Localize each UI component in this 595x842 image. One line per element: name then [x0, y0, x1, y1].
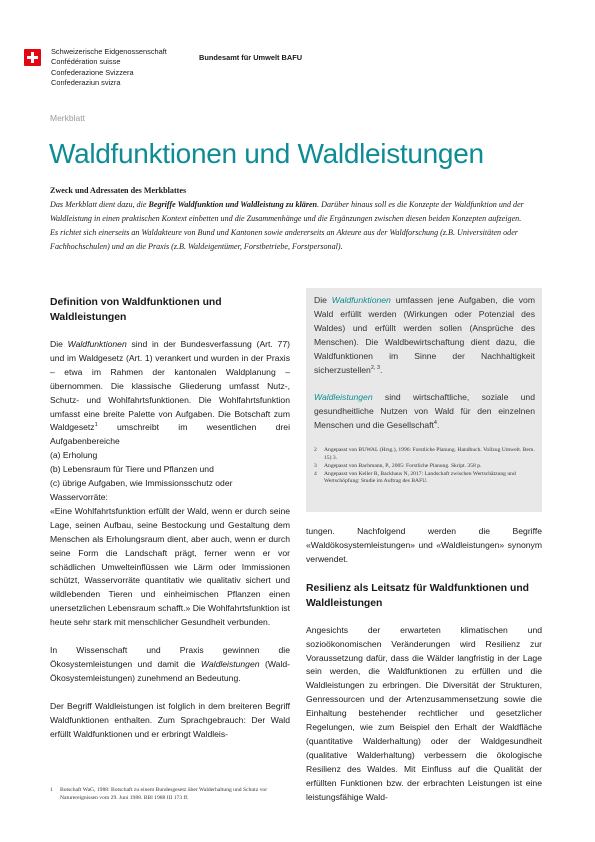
intro-paragraph-2: Es richtet sich einerseits an Waldakteure von Bund und Kantonen sowie andererseits an Akteure aus der Waldforschung (z.B. Universitäten oder Fachhochschulen) und an die Praxis (z.B. Waldeigentümer, Forstbetriebe, Forstpersonal).: [50, 228, 518, 251]
paragraph-resilienz: Angesichts der erwarteten klimatischen und sozioökonomischen Veränderungen wird Resilienz zur Voraussetzung dafür, dass die Wälder langfristig in der Lage sein werden, die Waldfunktionen zu erfüllen und die Waldleistungen zu erbringen. Die Diversität der Strukturen, Genressourcen und der Artenzusammensetzung sowie die Einhaltung bestehender rechtlicher und gesetzlicher Regelungen, wie zum Beispiel den Erhalt der Waldfläche (quantitative Walderhaltung) oder der Waldgesundheit (qualitative Walderhaltung) verbessern die ökologische Resilienz des Waldes. Mit Einfluss auf die Qualität der erfüllten Funktionen bzw. der erbrachten Leistungen ist eine leistungsfähige Wald-: [306, 624, 542, 802]
intro-paragraph-1: Das Merkblatt dient dazu, die Begriffe Waldfunktion und Waldleistung zu klären. Darüber hinaus soll es die Konzepte der Waldfunktion und der Waldleistung in einen praktischen Kontext einbetten und die Zusammenhänge und die Ergänzungen zwischen diesen beiden Konzepten aufzeigen.: [50, 200, 524, 223]
paragraph-oekosystemleistungen: In Wissenschaft und Praxis gewinnen die Ökosystemleistungen und damit die Waldleistungen (Wald-Ökosystemleistungen) zunehmend an Bedeutung.: [50, 645, 290, 683]
confederation-name: Schweizerische Eidgenossenschaft Confédération suisse Confederazione Svizzera Confederaziun svizra: [51, 47, 167, 88]
page-title: Waldfunktionen und Waldleistungen: [49, 138, 484, 169]
definition-box: [306, 288, 542, 512]
intro-section: [50, 184, 542, 254]
box-paragraph-waldfunktionen: Die Waldfunktionen umfassen jene Aufgaben, die vom Wald erfüllt werden (Wirkungen oder Potenzial des Waldes) und erfüllt werden sollen (Ansprüche des Menschen). Die Waldbewirtschaftung dient dazu, die Waldfunktionen im Sinne der Nachhaltigkeit sicherzustellen$^{2, 3}$.: [314, 295, 535, 375]
box-paragraph-waldleistungen: Waldleistungen sind wirtschaftliche, soziale und gesundheitliche Nutzen von Wald für den einzelnen Menschen und die Gesellschaft$^4$.: [314, 392, 535, 431]
list-item: (c) übrige Aufgaben, wie Immissionsschutz oder Wasservorräte:: [50, 478, 233, 502]
quote-paragraph: «Eine Wohlfahrtsfunktion erfüllt der Wald, wenn er durch seine Lage, seinen Aufbau, seine Bestockung und Gestaltung dem Menschen als Erholungsraum dient, aber auch, wenn er durch seine Form die Landschaft prägt, ferner wenn er vor schädlichen Umwelteinflüssen wie Lärm oder Immissionen schützt, Wasservorräte quantitativ wie qualitativ sichert und wildlebenden Tieren und einheimischen Pflanzen einen unersetzlichen Lebensraum schafft.» Die Wohlfahrtsfunktion ist heute sehr stark mit menschlicher Gesundheit verbunden.: [50, 505, 290, 628]
list-item: (b) Lebensraum für Tiere und Pflanzen und: [50, 464, 214, 475]
paragraph-continuation: tungen. Nachfolgend werden die Begriffe «Waldökosystemleistungen» und «Waldleistungen» synonym verwendet.: [306, 526, 542, 564]
right-column: [306, 525, 542, 805]
list-item: (a) Erholung: [50, 450, 98, 461]
section-heading-definition: Definition von Waldfunktionen und Waldleistungen: [50, 297, 222, 323]
office-name: Bundesamt für Umwelt BAFU: [199, 53, 303, 62]
left-column: [50, 295, 290, 741]
box-footnotes: 2 Angepasst von BUWAL (Hrsg.), 1996: Forstliche Planung. Handbuch. Vollzug Umwelt. Bern. 15) 3. 3 Angepasst von Bachmann, P., 2005: Forstliche Planung. Skript. 358 p. 4 Angepasst von Keller R, Backhaus N, 2017: Landschaft zwischen Wertschätzung und Wertschöpfung: Studie im Auftrag des BAFU.: [314, 447, 535, 485]
paragraph-begriff: Der Begriff Waldleistungen ist folglich in dem breiteren Begriff Waldfunktionen enthalten. Zum Sprachgebrauch: Der Wald erfüllt Waldfunktionen und er erbringt Waldleis-: [50, 700, 290, 739]
paragraph-waldfunktionen: Die Waldfunktionen sind in der Bundesverfassung (Art. 77) und im Waldgesetz (Art. 1) verankert und wurden in der Praxis – etwa im Rahmen der kantonalen Waldplanung – übernommen. Die klassische Gliederung umfasst Nutz-, Schutz- und Wohlfahrtsfunktionen. Die Wohlfahrtsfunktion umfasst eine breite Palette von Aufgaben. Die Botschaft zum Waldgesetz$^1$ umschreibt im wesentlichen drei Aufgabenbereiche: [50, 339, 290, 447]
footnote-1: 1 Botschaft WaG, 1988: Botschaft zu einem Bundesgesetz über Walderhaltung und Schutz vor Naturereignissen vom 29. Juni 1988. BBl 1988 III 173 ff.: [50, 787, 268, 801]
swiss-flag-icon: [24, 49, 41, 66]
intro-heading: Zweck und Adressaten des Merkblattes: [50, 186, 187, 195]
document-type: Merkblatt: [50, 113, 85, 123]
section-heading-resilienz: Resilienz als Leitsatz für Waldfunktionen und Waldleistungen: [306, 582, 530, 609]
